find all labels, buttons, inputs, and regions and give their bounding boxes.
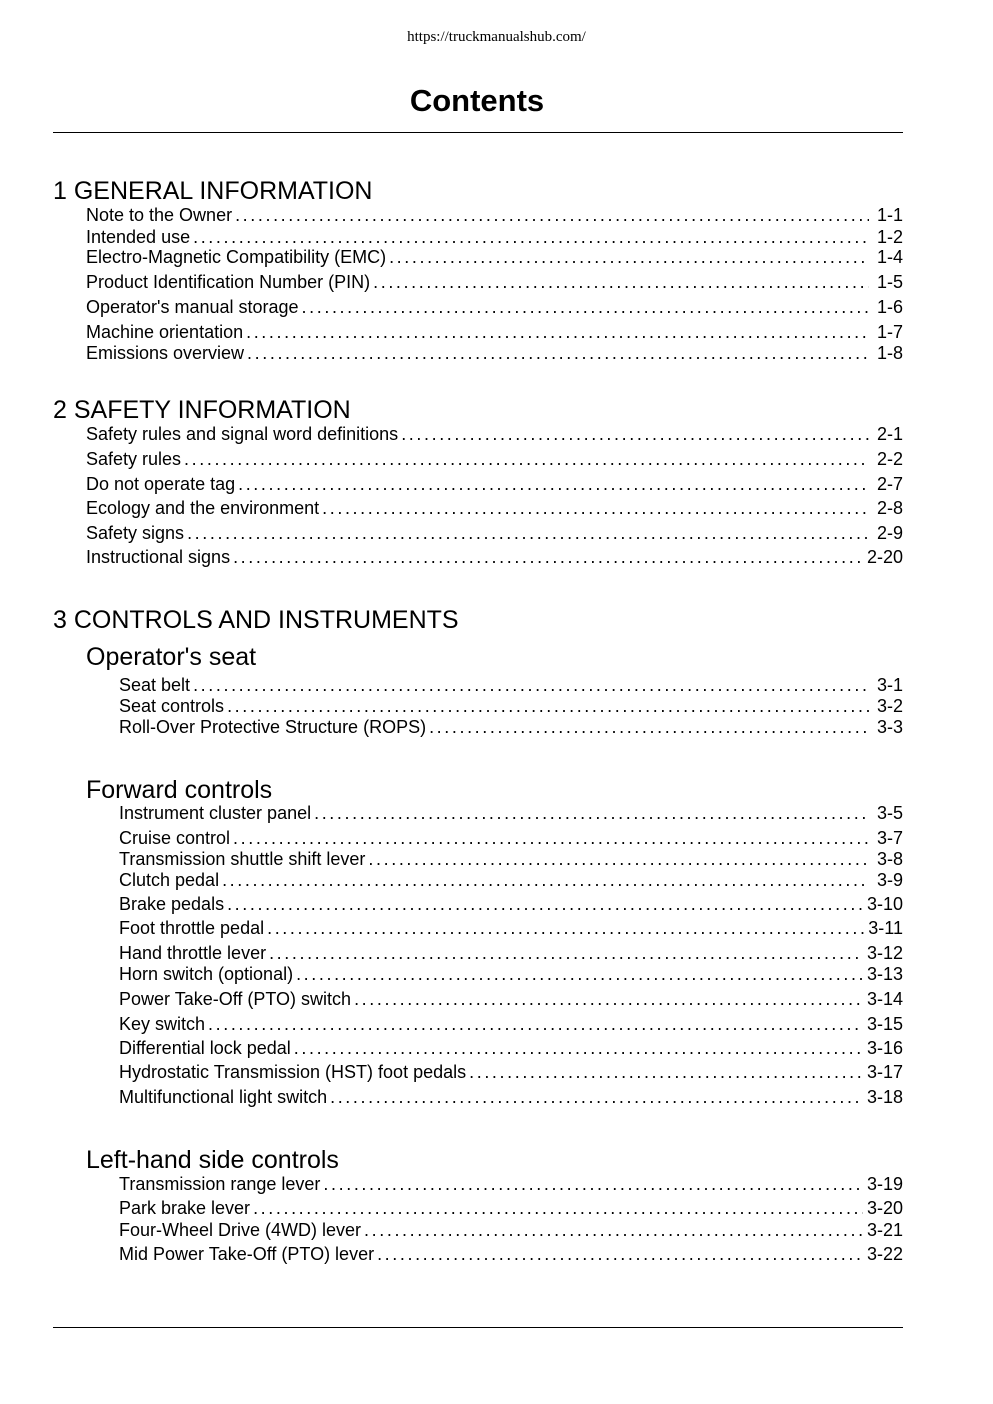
top-divider [53,132,903,133]
toc-entry[interactable] [86,343,903,364]
toc-entry-label: Intended use [86,227,191,247]
toc-entry-page: 1-5 [876,272,903,292]
dot-leader [469,1062,863,1083]
toc-entry[interactable] [119,1038,903,1059]
subsection-heading: Left-hand side controls [86,1146,339,1174]
dot-leader [389,247,869,268]
toc-entry-page: 3-8 [876,849,903,869]
dot-leader [238,474,869,495]
dot-leader [323,1174,863,1195]
toc-entry[interactable] [86,322,903,343]
toc-entry-label: Transmission range lever [119,1174,321,1194]
toc-entry-label: Foot throttle pedal [119,918,265,938]
toc-entry-page: 3-22 [866,1244,903,1264]
dot-leader [227,696,869,717]
toc-entry[interactable] [86,297,903,318]
toc-entry[interactable] [119,964,903,985]
dot-leader [193,227,869,248]
toc-entry-label: Cruise control [119,828,231,848]
dot-leader [377,1244,863,1265]
toc-entry-page: 2-2 [876,449,903,469]
subsection-heading: Forward controls [86,776,273,804]
toc-entry[interactable] [119,1087,903,1108]
dot-leader [208,1014,863,1035]
toc-entry-label: Key switch [119,1014,206,1034]
toc-entry[interactable] [86,547,903,568]
dot-leader [227,894,863,915]
toc-entry[interactable] [86,424,903,445]
dot-leader [302,297,869,318]
toc-entry-page: 3-18 [866,1087,903,1107]
toc-entry-label: Electro-Magnetic Compatibility (EMC) [86,247,387,267]
toc-entry[interactable] [86,449,903,470]
toc-entry-label: Mid Power Take-Off (PTO) lever [119,1244,375,1264]
toc-entry-page: 2-8 [876,498,903,518]
toc-entry-page: 1-1 [876,205,903,225]
toc-entry-page: 3-2 [876,696,903,716]
toc-entry-label: Park brake lever [119,1198,251,1218]
dot-leader [247,343,869,364]
toc-entry[interactable] [119,1062,903,1083]
toc-entry[interactable] [86,227,903,248]
dot-leader [294,1038,863,1059]
toc-entry[interactable] [119,918,903,939]
toc-entry-page: 2-9 [876,523,903,543]
toc-entry[interactable] [119,675,903,696]
toc-entry-label: Safety rules [86,449,182,469]
dot-leader [354,989,863,1010]
toc-entry-page: 3-20 [866,1198,903,1218]
dot-leader [222,870,869,891]
subsection-heading: Operator's seat [86,643,257,671]
toc-entry[interactable] [119,803,903,824]
toc-entry-page: 3-13 [866,964,903,984]
toc-entry-page: 2-7 [876,474,903,494]
toc-entry[interactable] [119,849,903,870]
toc-entry[interactable] [119,943,903,964]
dot-leader [187,523,869,544]
toc-entry-label: Note to the Owner [86,205,233,225]
dot-leader [246,322,869,343]
toc-entry-page: 3-19 [866,1174,903,1194]
toc-entry-label: Safety rules and signal word definitions [86,424,399,444]
toc-entry[interactable] [86,474,903,495]
dot-leader [193,675,869,696]
section-heading: 1 GENERAL INFORMATION [53,177,373,205]
toc-entry[interactable] [86,498,903,519]
toc-entry-page: 3-7 [876,828,903,848]
toc-entry-label: Seat controls [119,696,225,716]
dot-leader [267,918,864,939]
toc-entry[interactable] [119,870,903,891]
toc-entry-page: 2-1 [876,424,903,444]
toc-entry-page: 3-21 [866,1220,903,1240]
toc-entry-page: 2-20 [866,547,903,567]
toc-entry-page: 3-10 [866,894,903,914]
toc-entry-label: Multifunctional light switch [119,1087,328,1107]
dot-leader [314,803,869,824]
dot-leader [401,424,869,445]
dot-leader [373,272,869,293]
bottom-divider [53,1327,903,1328]
section-heading: 3 CONTROLS AND INSTRUMENTS [53,606,459,634]
dot-leader [184,449,869,470]
toc-entry-label: Transmission shuttle shift lever [119,849,366,869]
toc-entry-label: Safety signs [86,523,185,543]
toc-entry-label: Four-Wheel Drive (4WD) lever [119,1220,362,1240]
toc-entry-label: Ecology and the environment [86,498,320,518]
toc-entry-label: Clutch pedal [119,870,220,890]
dot-leader [330,1087,863,1108]
toc-entry[interactable] [119,828,903,849]
dot-leader [322,498,869,519]
toc-entry-page: 3-16 [866,1038,903,1058]
toc-entry[interactable] [86,205,903,226]
dot-leader [253,1198,863,1219]
dot-leader [235,205,869,226]
source-url: https://truckmanualshub.com/ [407,29,586,45]
toc-entry-label: Operator's manual storage [86,297,299,317]
dot-leader [233,828,869,849]
toc-entry-label: Differential lock pedal [119,1038,291,1058]
toc-entry-page: 3-9 [876,870,903,890]
toc-entry[interactable] [86,523,903,544]
page-title: Contents [409,83,545,118]
toc-entry-label: Brake pedals [119,894,225,914]
toc-entry[interactable] [119,894,903,915]
toc-entry-page: 3-15 [866,1014,903,1034]
section-heading: 2 SAFETY INFORMATION [53,396,351,424]
toc-entry-page: 3-12 [866,943,903,963]
toc-entry-page: 3-14 [866,989,903,1009]
toc-entry-page: 3-1 [876,675,903,695]
toc-entry-page: 3-5 [876,803,903,823]
toc-entry-page: 3-11 [868,918,903,938]
toc-entry[interactable] [119,717,903,738]
toc-entry-label: Instructional signs [86,547,231,567]
dot-leader [429,717,869,738]
toc-entry-label: Power Take-Off (PTO) switch [119,989,352,1009]
toc-entry-label: Hydrostatic Transmission (HST) foot pedals [119,1062,467,1082]
toc-entry-page: 1-7 [876,322,903,342]
dot-leader [296,964,863,985]
toc-entry[interactable] [119,1198,903,1219]
toc-entry-page: 1-4 [876,247,903,267]
toc-entry-label: Horn switch (optional) [119,964,294,984]
toc-entry[interactable] [86,272,903,293]
dot-leader [368,849,869,870]
toc-entry-label: Emissions overview [86,343,245,363]
toc-entry[interactable] [119,1244,903,1265]
toc-entry-label: Product Identification Number (PIN) [86,272,371,292]
toc-entry-label: Instrument cluster panel [119,803,312,823]
toc-entry-label: Machine orientation [86,322,244,342]
toc-entry-label: Roll-Over Protective Structure (ROPS) [119,717,427,737]
toc-entry-page: 3-3 [876,717,903,737]
toc-entry-page: 3-17 [866,1062,903,1082]
toc-entry[interactable] [86,247,903,268]
toc-entry-label: Hand throttle lever [119,943,267,963]
dot-leader [233,547,863,568]
toc-entry-page: 1-8 [876,343,903,363]
toc-entry[interactable] [119,1174,903,1195]
toc-entry[interactable] [119,989,903,1010]
dot-leader [269,943,863,964]
dot-leader [364,1220,863,1241]
toc-entry-page: 1-2 [876,227,903,247]
toc-entry-label: Seat belt [119,675,191,695]
toc-entry-page: 1-6 [876,297,903,317]
toc-entry-label: Do not operate tag [86,474,236,494]
toc-entry[interactable] [119,696,903,717]
toc-entry[interactable] [119,1014,903,1035]
toc-entry[interactable] [119,1220,903,1241]
